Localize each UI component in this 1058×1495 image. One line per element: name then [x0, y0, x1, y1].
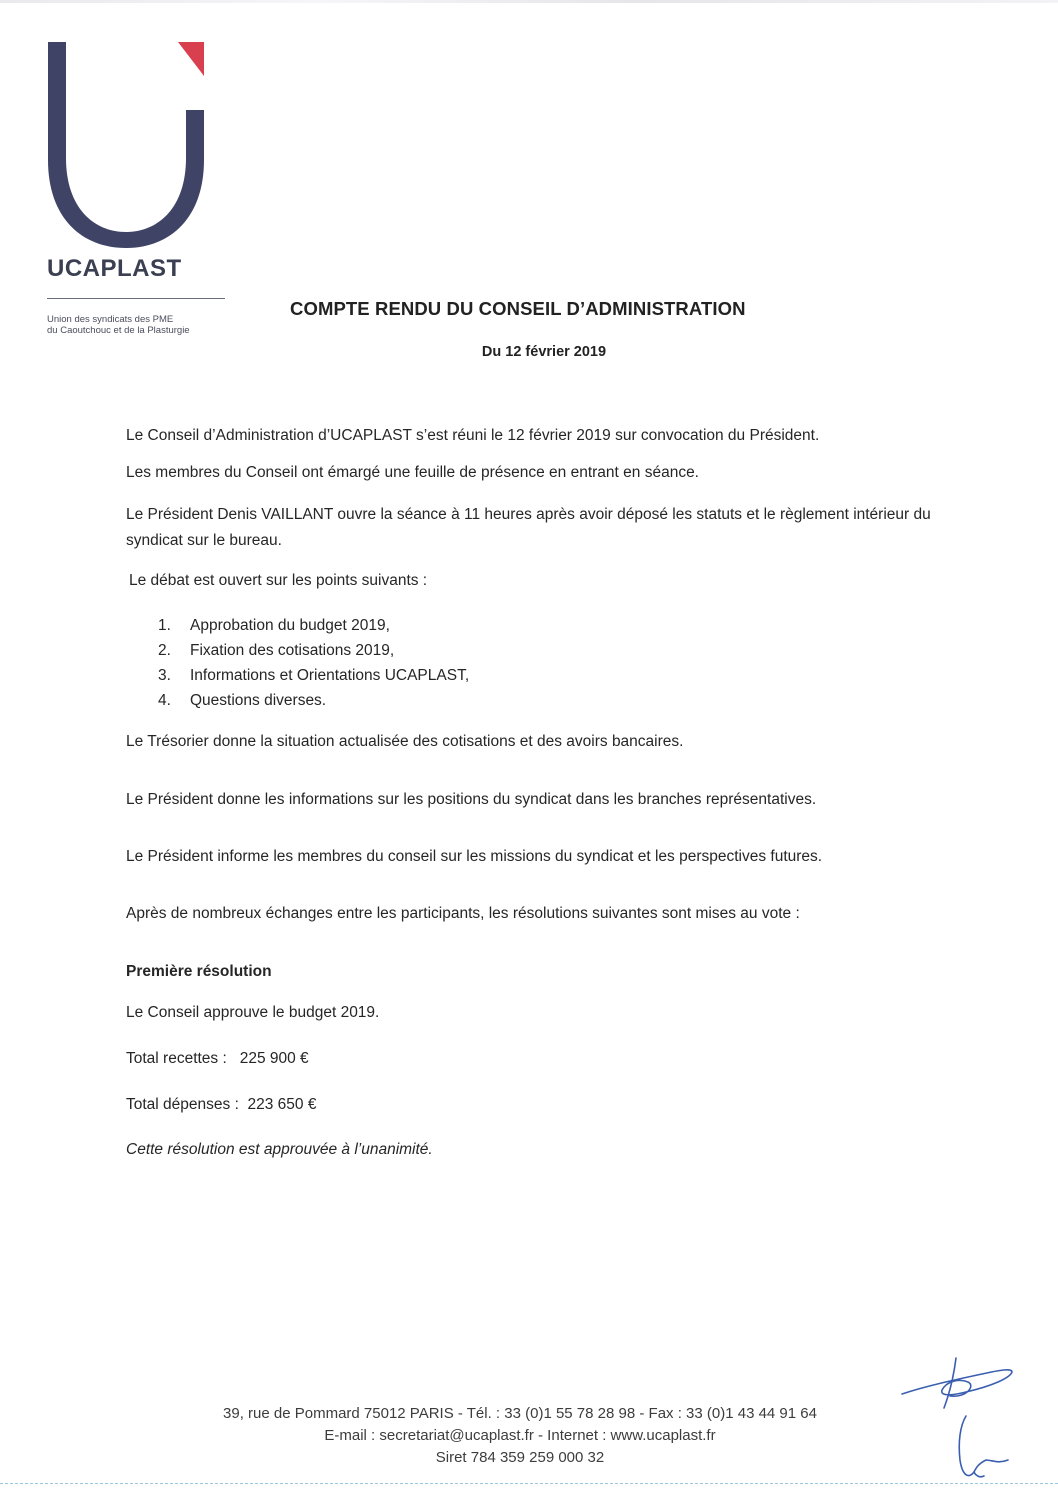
agenda-item — [158, 690, 469, 715]
document-date: Du 12 février 2019 — [481, 344, 607, 360]
paragraph-attendance: Les membres du Conseil ont émargé une feuille de présence en entrant en séance. — [126, 464, 699, 481]
paragraph-treasurer-report: Le Trésorier donne la situation actualisée des cotisations et des avoirs bancaires. — [126, 733, 684, 750]
agenda-item-text: Approbation du budget 2019, — [190, 617, 390, 634]
expense-value: 223 650 € — [247, 1096, 317, 1113]
resolution-expense-row — [126, 1094, 316, 1116]
resolution-income-row — [126, 1048, 309, 1070]
paragraph-meeting-convened: Le Conseil d’Administration d’UCAPLAST s’est réuni le 12 février 2019 sur convocation du Président. — [126, 427, 820, 444]
scan-edge-top — [0, 0, 1058, 3]
paragraph-president-missions: Le Président informe les membres du conseil sur les missions du syndicat et les perspectives futures. — [126, 848, 823, 865]
ucaplast-logo — [30, 30, 220, 350]
footer-address: 39, rue de Pommard 75012 PARIS - Tél. : 33 (0)1 55 78 28 98 - Fax : 33 (0)1 43 44 91 64 — [223, 1405, 817, 1422]
agenda-item — [158, 665, 469, 690]
agenda-item-number: 3. — [158, 667, 171, 684]
ucaplast-u-logo-mark — [42, 40, 212, 255]
income-value: 225 900 € — [239, 1050, 309, 1067]
agenda-item — [158, 640, 469, 665]
logo-red-accent — [178, 42, 204, 76]
agenda-item-text: Informations et Orientations UCAPLAST, — [190, 667, 470, 684]
agenda-item-number: 4. — [158, 692, 171, 709]
agenda-item-text: Questions diverses. — [190, 692, 327, 709]
footer-contact: E-mail : secretariat@ucaplast.fr - Internet : www.ucaplast.fr — [324, 1427, 716, 1444]
paragraph-debate-intro: Le débat est ouvert sur les points suivants : — [129, 572, 428, 589]
resolution-approval: Le Conseil approuve le budget 2019. — [126, 1004, 380, 1021]
logo-wordmark: UCAPLAST — [47, 255, 182, 282]
footer-siret: Siret 784 359 259 000 32 — [435, 1449, 605, 1466]
agenda-item-text: Fixation des cotisations 2019, — [190, 642, 395, 659]
logo-tagline-line-1: Union des syndicats des PME — [47, 314, 174, 325]
document-title: COMPTE RENDU DU CONSEIL D’ADMINISTRATION — [290, 298, 746, 319]
page-footer — [120, 1403, 920, 1469]
logo-divider — [47, 298, 225, 299]
logo-u-shape — [48, 42, 204, 248]
scan-edge-bottom — [0, 1483, 1058, 1485]
income-label: Total recettes : — [126, 1050, 227, 1067]
expense-label: Total dépenses : — [126, 1096, 239, 1113]
agenda-list — [158, 615, 469, 715]
paragraph-resolutions-intro: Après de nombreux échanges entre les participants, les résolutions suivantes sont mises au vote : — [126, 905, 800, 922]
paragraph-session-opening: Le Président Denis VAILLANT ouvre la séance à 11 heures après avoir déposé les statuts et le règlement intérieur du syndicat sur le bureau. — [126, 506, 931, 549]
agenda-item — [158, 615, 469, 640]
logo-tagline — [47, 314, 227, 336]
resolution-verdict: Cette résolution est approuvée à l’unanimité. — [126, 1141, 433, 1158]
agenda-item-number: 2. — [158, 642, 171, 659]
resolution-heading: Première résolution — [126, 963, 272, 980]
paragraph-president-positions: Le Président donne les informations sur les positions du syndicat dans les branches représentatives. — [126, 791, 817, 808]
logo-tagline-line-2: du Caoutchouc et de la Plasturgie — [47, 325, 190, 336]
agenda-item-number: 1. — [158, 617, 171, 634]
